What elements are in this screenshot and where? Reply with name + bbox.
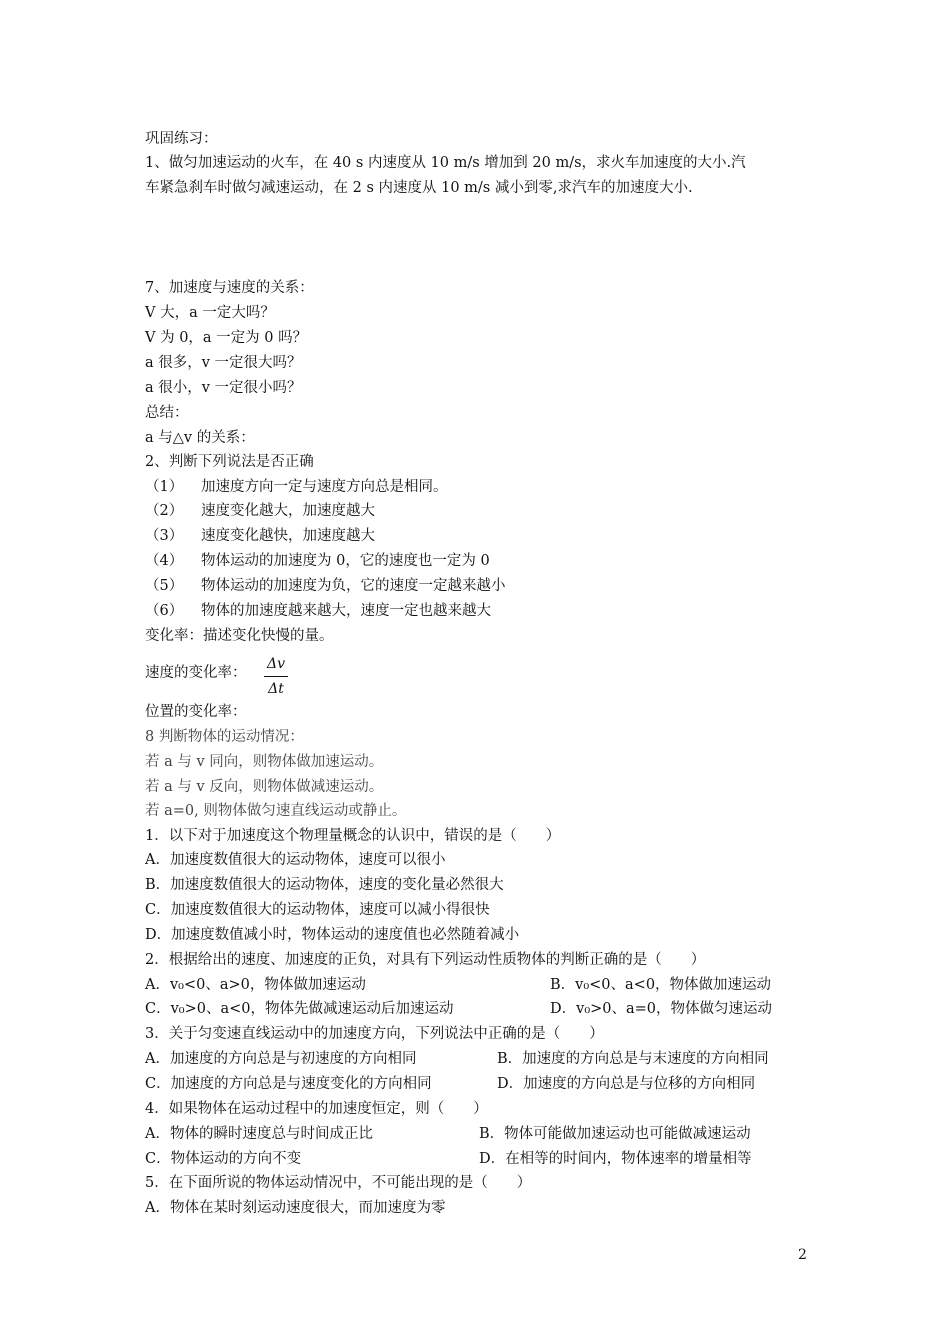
definition-text: 变化率：描述变化快慢的量。 bbox=[145, 628, 334, 644]
mc-question: 4．如果物体在运动过程中的加速度恒定，则（ ） bbox=[145, 1101, 488, 1117]
rule-line: 若 a 与 v 反向，则物体做减速运动。 bbox=[145, 779, 384, 795]
judge-number: （2） bbox=[145, 503, 184, 519]
mc-option: B．物体可能做加速运动也可能做减速运动 bbox=[479, 1126, 751, 1142]
mc-option: A．加速度数值很大的运动物体，速度可以很小 bbox=[145, 852, 446, 868]
mc-option: A．加速度的方向总是与初速度的方向相同 bbox=[145, 1051, 417, 1067]
mc-option: D．加速度数值减小时，物体运动的速度值也必然随着减小 bbox=[145, 927, 520, 943]
exercise-text: 车紧急刹车时做匀减速运动，在 2 s 内速度从 10 m/s 减小到零,求汽车的加速度大小. bbox=[145, 180, 693, 196]
mc-question: 5．在下面所说的物体运动情况中，不可能出现的是（ ） bbox=[145, 1175, 532, 1191]
judge-number: （3） bbox=[145, 528, 184, 544]
page-number: 2 bbox=[798, 1247, 807, 1263]
section-heading: 8 判断物体的运动情况： bbox=[145, 729, 304, 745]
mc-question: 2．根据给出的速度、加速度的正负，对具有下列运动性质物体的判断正确的是（ ） bbox=[145, 952, 706, 968]
judge-item bbox=[145, 501, 375, 521]
fraction-denominator: Δt bbox=[268, 681, 284, 697]
section-heading: 巩固练习： bbox=[145, 131, 218, 147]
section-heading: 2、判断下列说法是否正确 bbox=[145, 454, 314, 470]
summary-label: 总结： bbox=[145, 405, 189, 421]
mc-question: 3．关于匀变速直线运动中的加速度方向，下列说法中正确的是（ ） bbox=[145, 1026, 604, 1042]
mc-option: A．物体的瞬时速度总与时间成正比 bbox=[145, 1126, 373, 1142]
mc-option: C．v₀>0、a<0，物体先做减速运动后加速运动 bbox=[145, 1001, 454, 1017]
delta-v-over-delta-t-fraction bbox=[264, 654, 288, 699]
rule-line: 若 a=0, 则物体做匀速直线运动或静止。 bbox=[145, 803, 407, 819]
judge-number: （5） bbox=[145, 578, 184, 594]
mc-option: A．物体在某时刻运动速度很大，而加速度为零 bbox=[145, 1200, 446, 1216]
question-line: a 很多，v 一定很大吗？ bbox=[145, 355, 302, 371]
mc-option: D．加速度的方向总是与位移的方向相同 bbox=[497, 1076, 756, 1092]
position-rate-label: 位置的变化率： bbox=[145, 704, 247, 720]
mc-option: B．加速度的方向总是与末速度的方向相同 bbox=[497, 1051, 769, 1067]
judge-item bbox=[145, 477, 448, 497]
mc-option: C．加速度的方向总是与速度变化的方向相同 bbox=[145, 1076, 432, 1092]
mc-option: C．加速度数值很大的运动物体，速度可以减小得很快 bbox=[145, 902, 490, 918]
judge-text: 速度变化越快，加速度越大 bbox=[201, 528, 375, 544]
fraction-bar bbox=[264, 676, 288, 677]
mc-option: A．v₀<0、a>0，物体做加速运动 bbox=[145, 977, 366, 993]
judge-number: （1） bbox=[145, 479, 184, 495]
section-heading: 7、加速度与速度的关系： bbox=[145, 280, 314, 296]
question-line: a 很小，v 一定很小吗？ bbox=[145, 380, 302, 396]
judge-text: 物体运动的加速度为 0，它的速度也一定为 0 bbox=[201, 553, 490, 569]
mc-option: C．物体运动的方向不变 bbox=[145, 1151, 302, 1167]
judge-number: （6） bbox=[145, 603, 184, 619]
mc-question: 1．以下对于加速度这个物理量概念的认识中，错误的是（ ） bbox=[145, 828, 561, 844]
judge-text: 速度变化越大，加速度越大 bbox=[201, 503, 375, 519]
velocity-rate-label: 速度的变化率： bbox=[145, 665, 247, 681]
judge-number: （4） bbox=[145, 553, 184, 569]
mc-option: B．加速度数值很大的运动物体，速度的变化量必然很大 bbox=[145, 877, 504, 893]
judge-text: 物体运动的加速度为负，它的速度一定越来越小 bbox=[201, 578, 506, 594]
judge-item bbox=[145, 526, 375, 546]
judge-text: 加速度方向一定与速度方向总是相同。 bbox=[201, 479, 448, 495]
relation-label: a 与△v 的关系： bbox=[145, 430, 255, 446]
mc-option: D．在相等的时间内，物体速率的增量相等 bbox=[479, 1151, 752, 1167]
question-line: V 为 0，a 一定为 0 吗？ bbox=[145, 330, 308, 346]
judge-item bbox=[145, 551, 490, 571]
judge-item bbox=[145, 601, 491, 621]
rule-line: 若 a 与 v 同向，则物体做加速运动。 bbox=[145, 754, 384, 770]
judge-item bbox=[145, 576, 506, 596]
exercise-text: 1、做匀加速运动的火车，在 40 s 内速度从 10 m/s 增加到 20 m/s，求火车加速度的大小.汽 bbox=[145, 155, 746, 171]
fraction-numerator: Δv bbox=[266, 656, 286, 672]
mc-option: B．v₀<0、a<0，物体做加速运动 bbox=[550, 977, 772, 993]
mc-option: D．v₀>0、a=0，物体做匀速运动 bbox=[550, 1001, 773, 1017]
question-line: V 大，a 一定大吗？ bbox=[145, 305, 275, 321]
judge-text: 物体的加速度越来越大，速度一定也越来越大 bbox=[201, 603, 491, 619]
